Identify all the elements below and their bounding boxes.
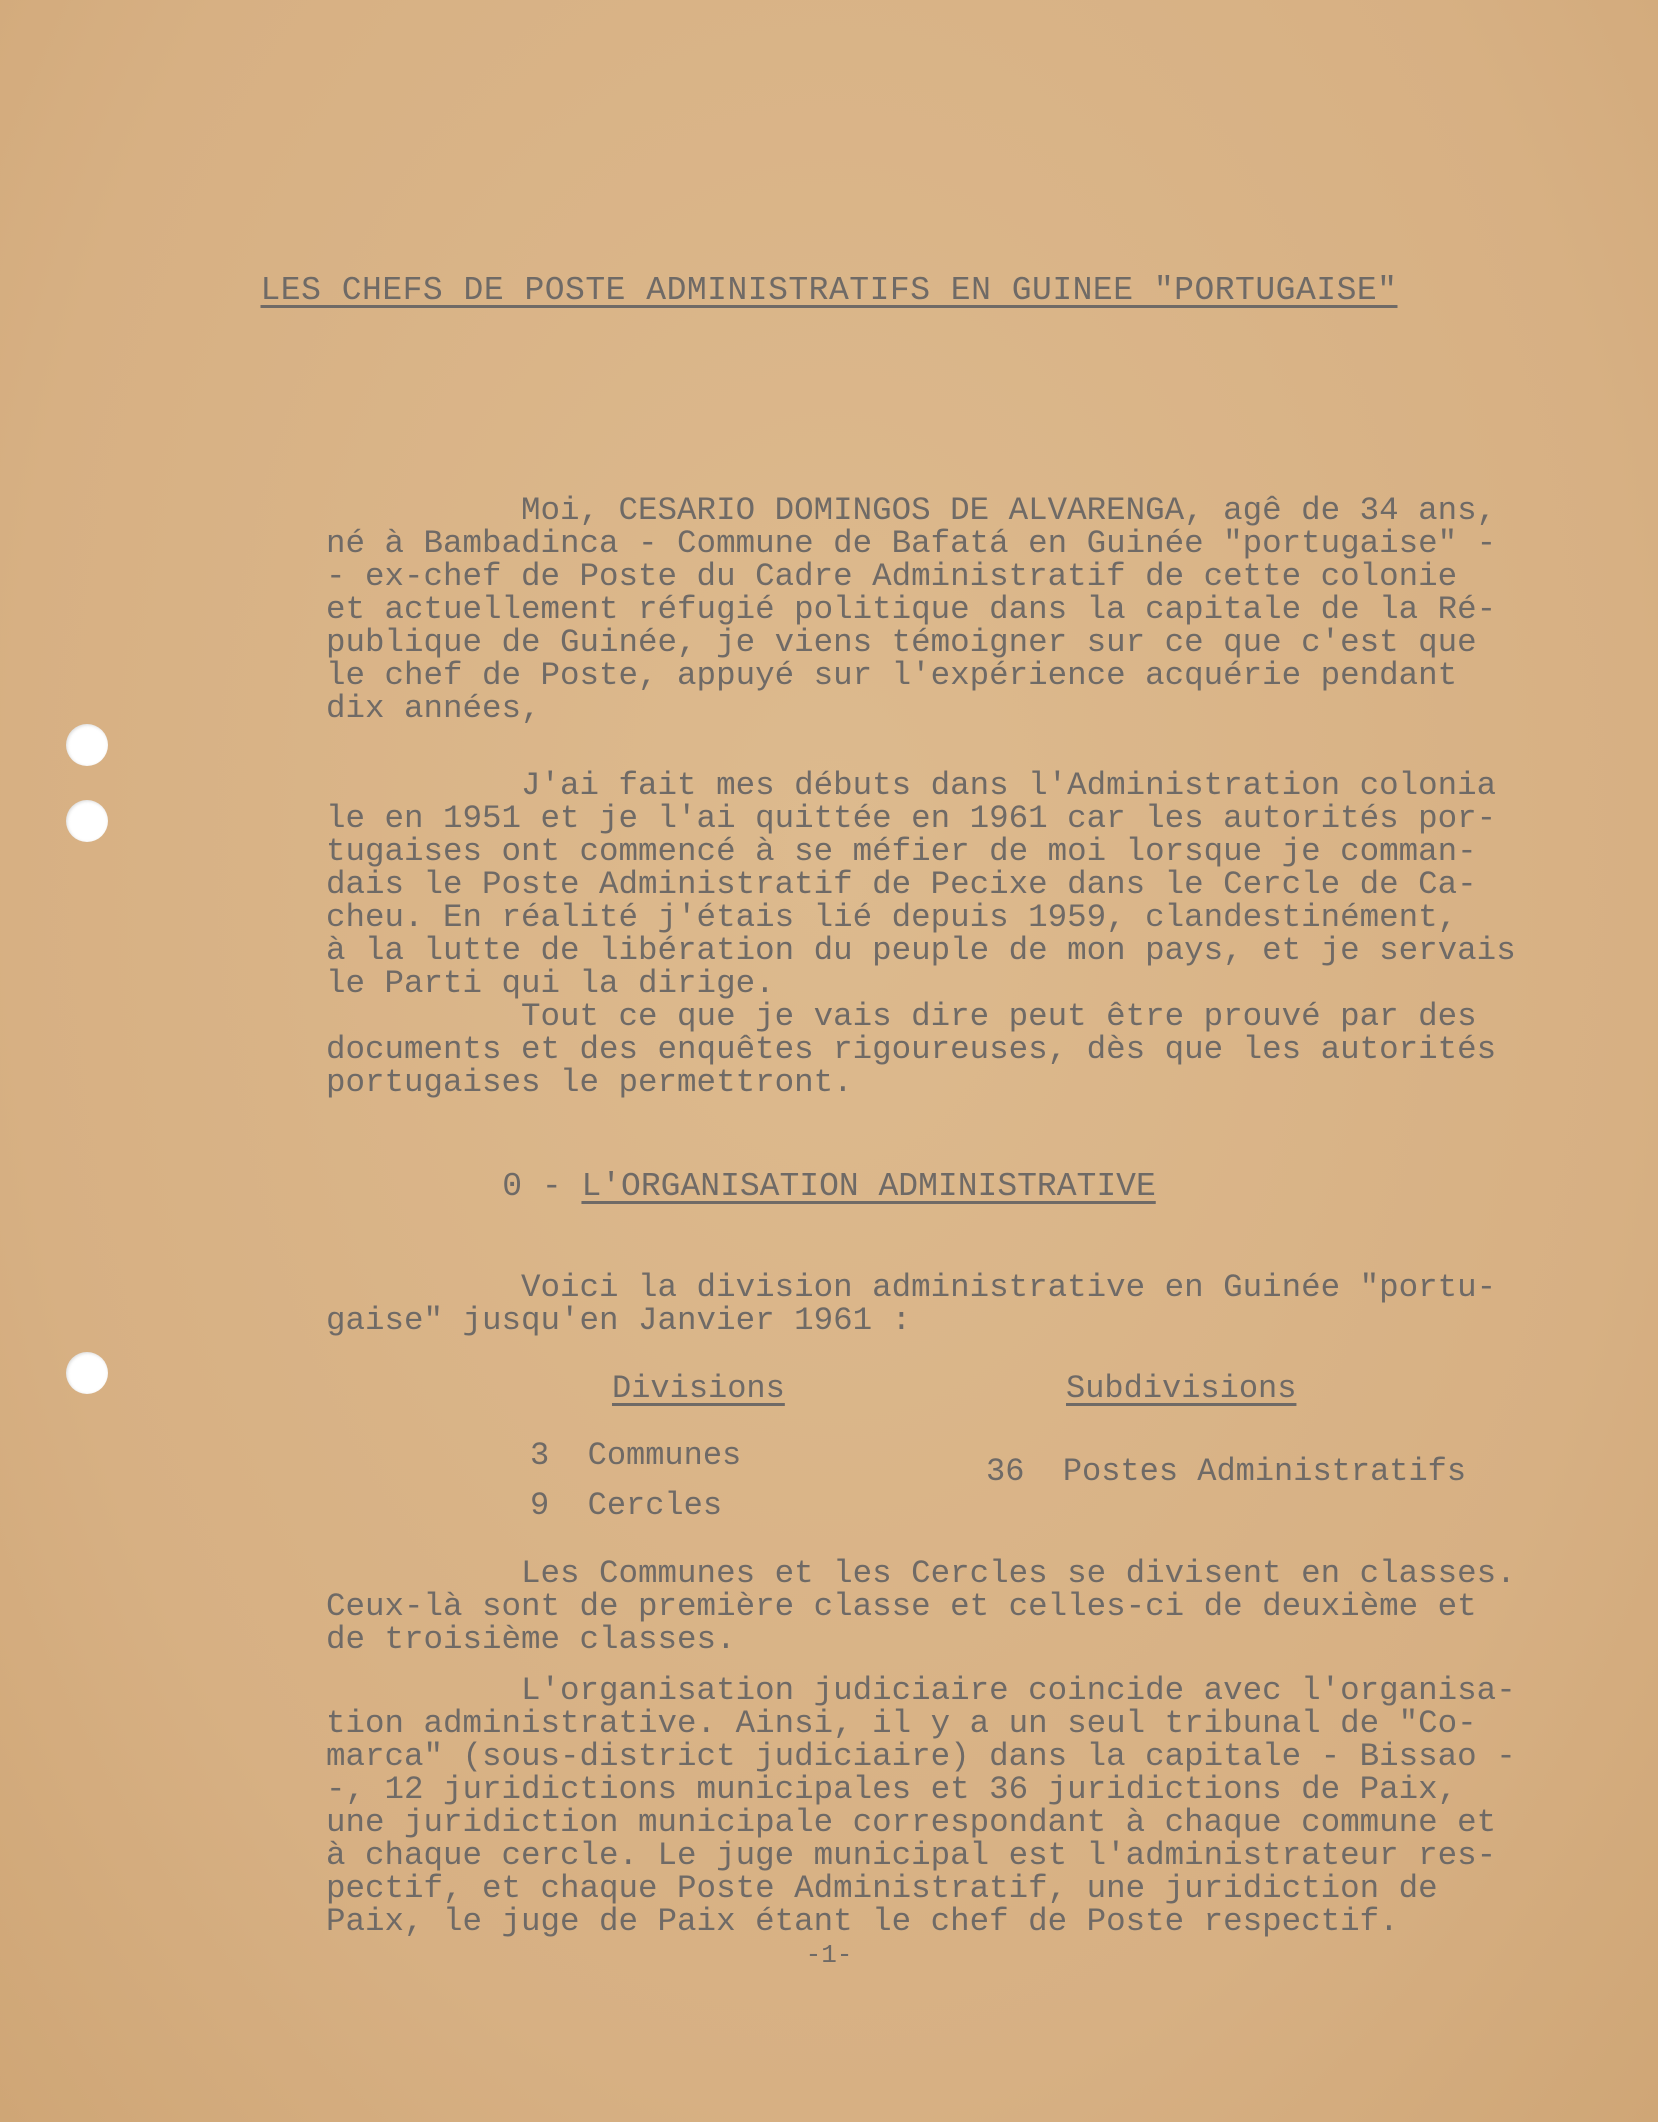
- classes-paragraph: Les Communes et les Cercles se divisent en classes. Ceux-là sont de première classe et celles-ci de deuxième et de troisième classes.: [326, 1555, 1516, 1658]
- subdivisions-header: Subdivisions: [1066, 1370, 1297, 1407]
- punch-hole: [66, 724, 108, 766]
- punch-hole: [66, 1352, 108, 1394]
- intro-paragraph: Moi, CESARIO DOMINGOS DE ALVARENGA, agê de 34 ans, né à Bambadinca - Commune de Bafatá en Guinée "portugaise" - - ex-chef de Poste du Cadre Administratif de cette colonie et actuellement réfugié politique dans la capitale de la Ré- publique de Guinée, je viens témoigner sur ce que c'est que le chef de Poste, appuyé sur l'expérience acquérie pendant dix années,: [326, 492, 1497, 727]
- section-number: 0 -: [502, 1168, 582, 1205]
- punch-hole: [66, 800, 108, 842]
- division-intro-paragraph: Voici la division administrative en Guinée "portu- gaise" jusqu'en Janvier 1961 :: [326, 1269, 1497, 1339]
- page-number: -1-: [805, 1940, 853, 1970]
- section-heading: [0, 1168, 1658, 1205]
- document-title: LES CHEFS DE POSTE ADMINISTRATIFS EN GUINEE "PORTUGAISE": [260, 272, 1398, 309]
- section-title: L'ORGANISATION ADMINISTRATIVE: [581, 1168, 1156, 1205]
- subdivision-item: 36 Postes Administratifs: [986, 1453, 1467, 1490]
- divisions-header: Divisions: [612, 1370, 785, 1407]
- division-item: 9 Cercles: [530, 1487, 723, 1524]
- division-item: 3 Communes: [530, 1437, 742, 1474]
- career-paragraph: J'ai fait mes débuts dans l'Administration colonia le en 1951 et je l'ai quittée en 1961 car les autorités por- tugaises ont commencé à se méfier de moi lorsque je comman- dais le Poste Administratif de Pecixe dans le Cercle de Ca- cheu. En réalité j'étais lié depuis 1959, clandestinément, à la lutte de libération du peuple de mon pays, et je servais le Parti qui la dirige. Tout ce que je vais dire peut être prouvé par des documents et des enquêtes rigoureuses, dès que les autorités portugaises le permettront.: [326, 767, 1516, 1101]
- judicial-paragraph: L'organisation judiciaire coincide avec l'organisa- tion administrative. Ainsi, il y a un seul tribunal de "Co- marca" (sous-district judiciaire) dans la capitale - Bissao - -, 12 juridictions municipales et 36 juridictions de Paix, une juridiction municipale correspondant à chaque commune et à chaque cercle. Le juge municipal est l'administrateur res- pectif, et chaque Poste Administratif, une juridiction de Paix, le juge de Paix étant le chef de Poste respectif.: [326, 1672, 1516, 1940]
